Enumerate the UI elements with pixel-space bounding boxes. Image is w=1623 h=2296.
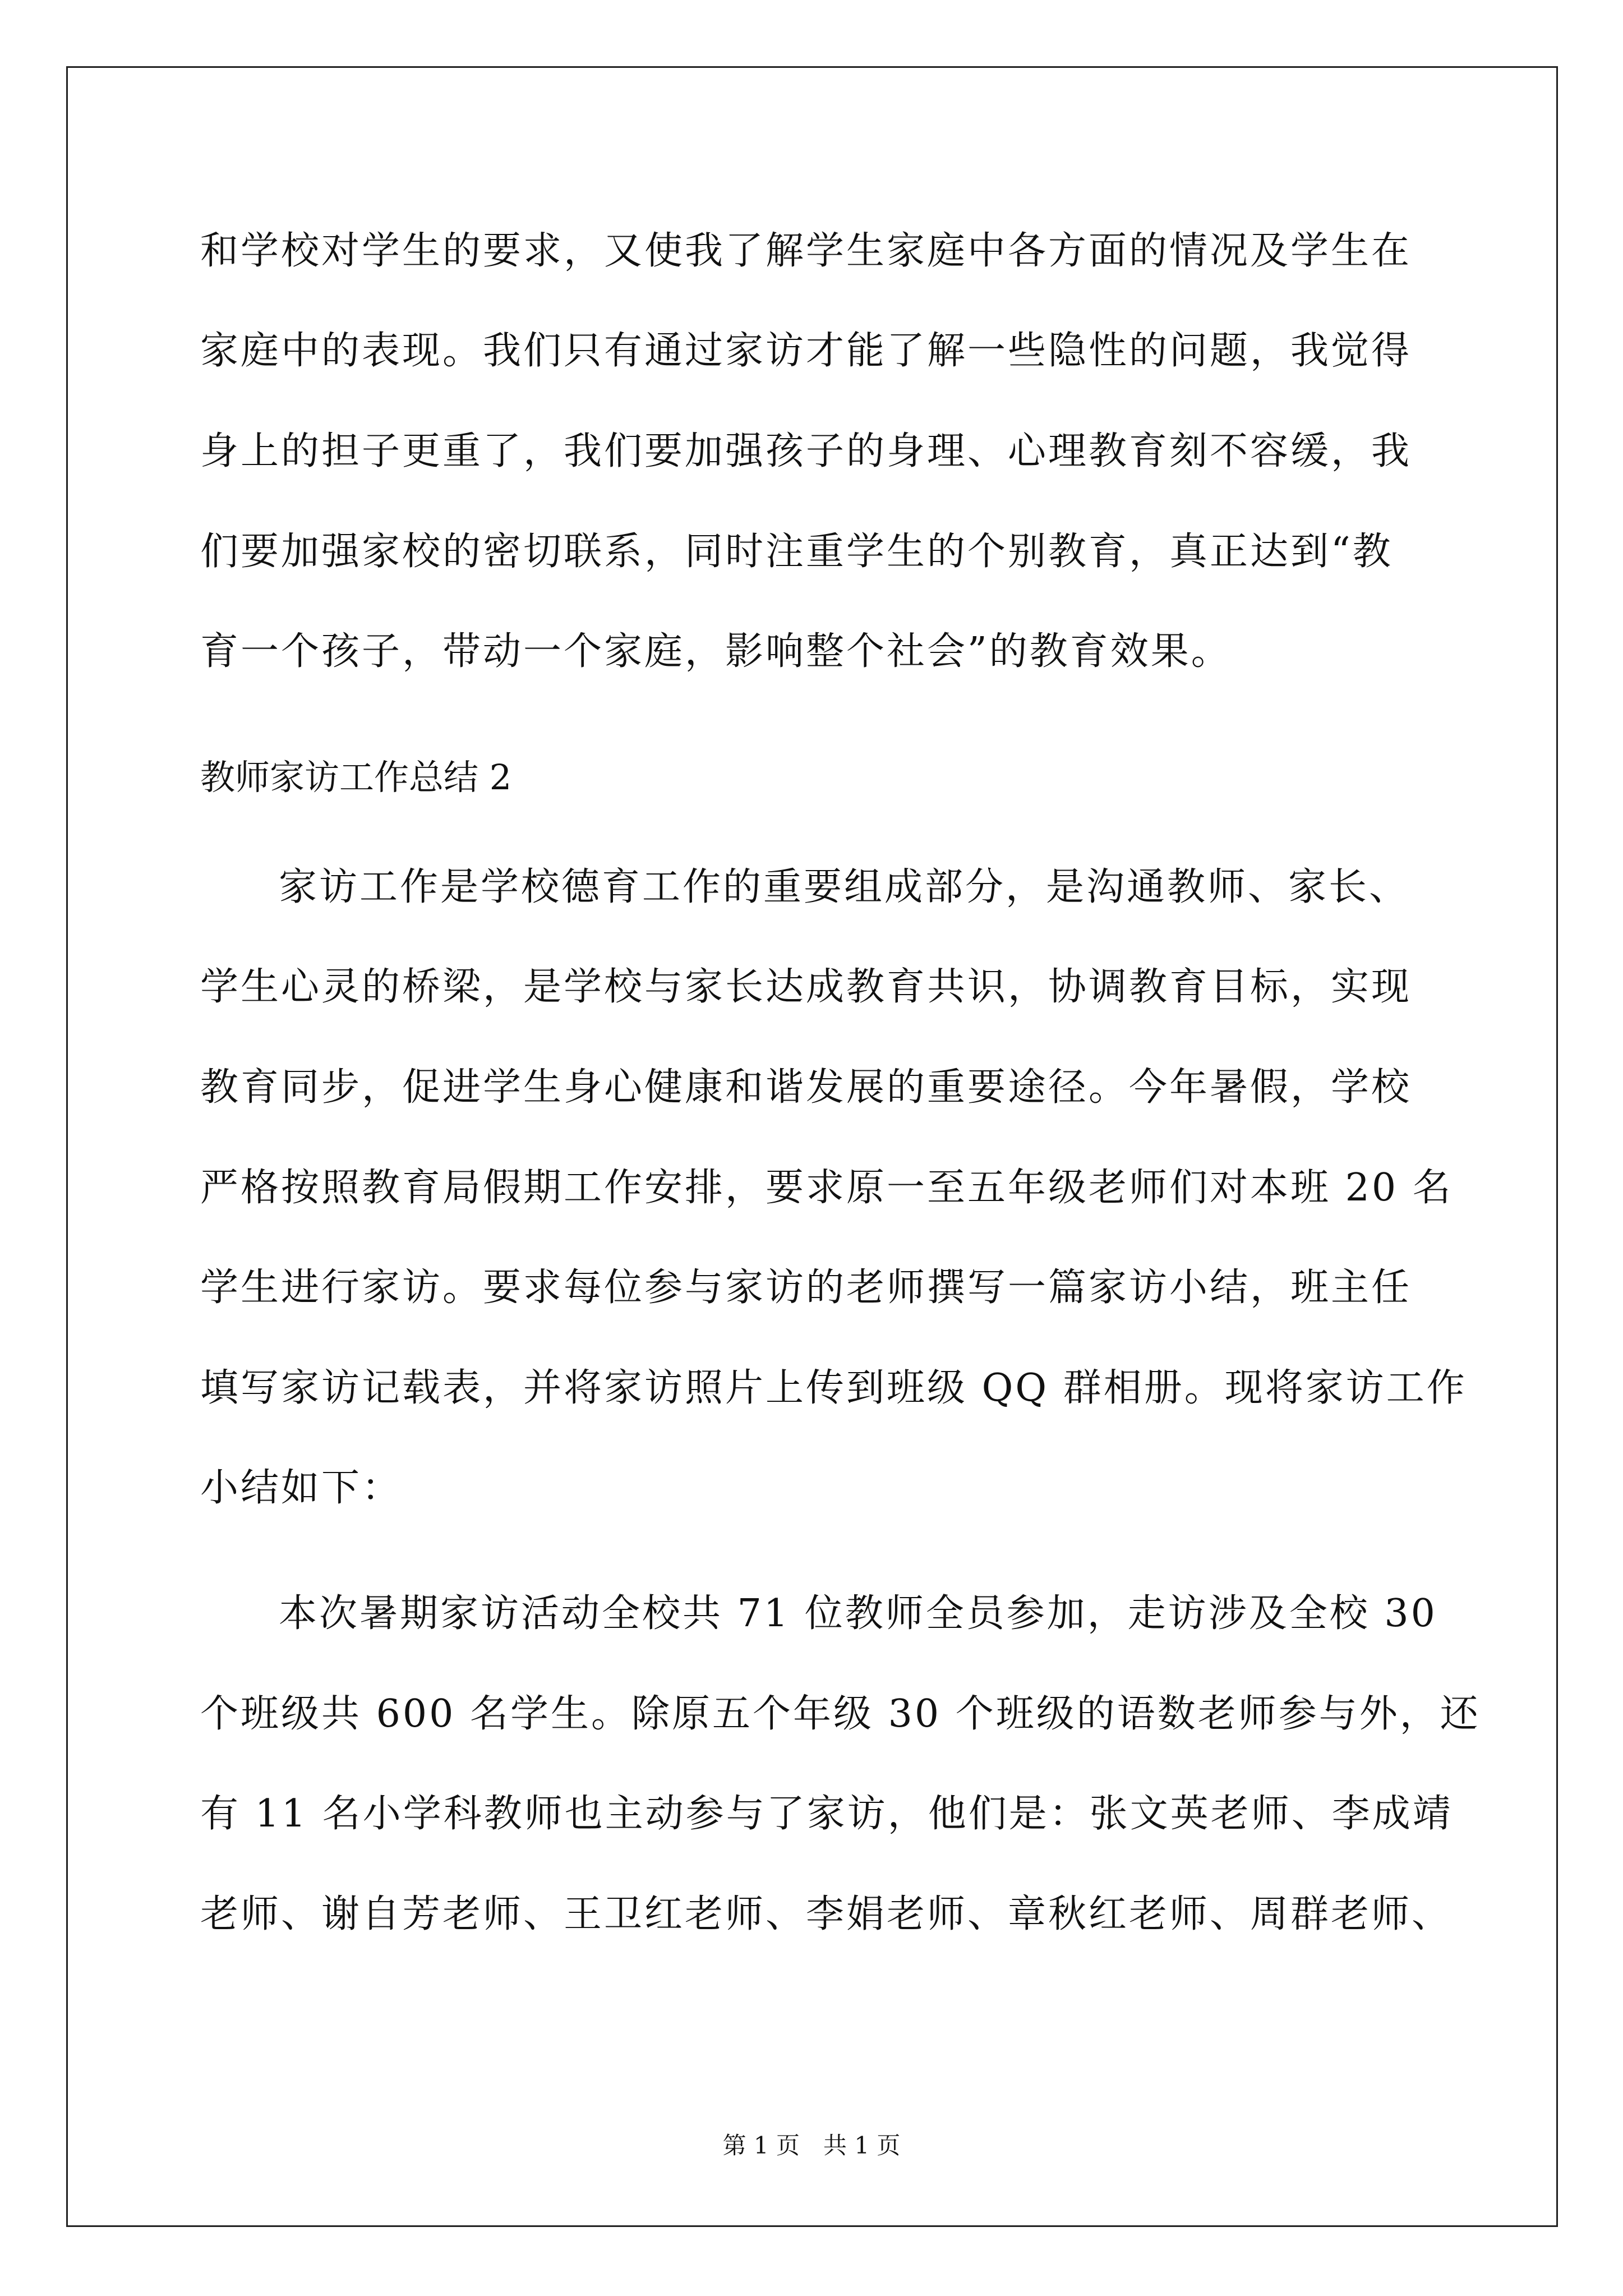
text-line: 和学校对学生的要求，又使我了解学生家庭中各方面的情况及学生在 — [200, 229, 1412, 273]
paragraph-line: 学生进行家访。要求每位参与家访的老师撰写一篇家访小结，班主任 — [200, 1266, 1412, 1310]
text-line: 育一个孩子，带动一个家庭，影响整个社会”的教育效果。 — [200, 629, 1232, 674]
paragraph-line: 严格按照教育局假期工作安排，要求原一至五年级老师们对本班 20 名 — [200, 1166, 1453, 1210]
paragraph-line: 有 11 名小学科教师也主动参与了家访，他们是：张文英老师、李成靖 — [200, 1792, 1453, 1836]
paragraph-line: 老师、谢自芳老师、王卫红老师、李娟老师、章秋红老师、周群老师、 — [200, 1892, 1453, 1936]
text-line: 身上的担子更重了，我们要加强孩子的身理、心理教育刻不容缓，我 — [200, 429, 1412, 473]
paragraph-line: 学生心灵的桥梁，是学校与家长达成教育共识，协调教育目标，实现 — [200, 965, 1412, 1009]
section-title: 教师家访工作总结 2 — [200, 757, 512, 798]
text-line: 家庭中的表现。我们只有通过家访才能了解一些隐性的问题，我觉得 — [200, 329, 1412, 373]
paragraph-line: 填写家访记载表，并将家访照片上传到班级 QQ 群相册。现将家访工作 — [200, 1366, 1467, 1410]
paragraph-line: 个班级共 600 名学生。除原五个年级 30 个班级的语数老师参与外，还 — [200, 1692, 1481, 1736]
paragraph-line: 小结如下： — [200, 1466, 403, 1510]
paragraph-line: 家访工作是学校德育工作的重要组成部分，是沟通教师、家长、 — [279, 865, 1410, 909]
text-line: 们要加强家校的密切联系，同时注重学生的个别教育，真正达到“教 — [200, 530, 1393, 574]
page-footer: 第 1 页 共 1 页 — [722, 2132, 901, 2159]
paragraph-line: 教育同步，促进学生身心健康和谐发展的重要途径。今年暑假，学校 — [200, 1065, 1412, 1110]
paragraph-line: 本次暑期家访活动全校共 71 位教师全员参加，走访涉及全校 30 — [279, 1591, 1437, 1636]
